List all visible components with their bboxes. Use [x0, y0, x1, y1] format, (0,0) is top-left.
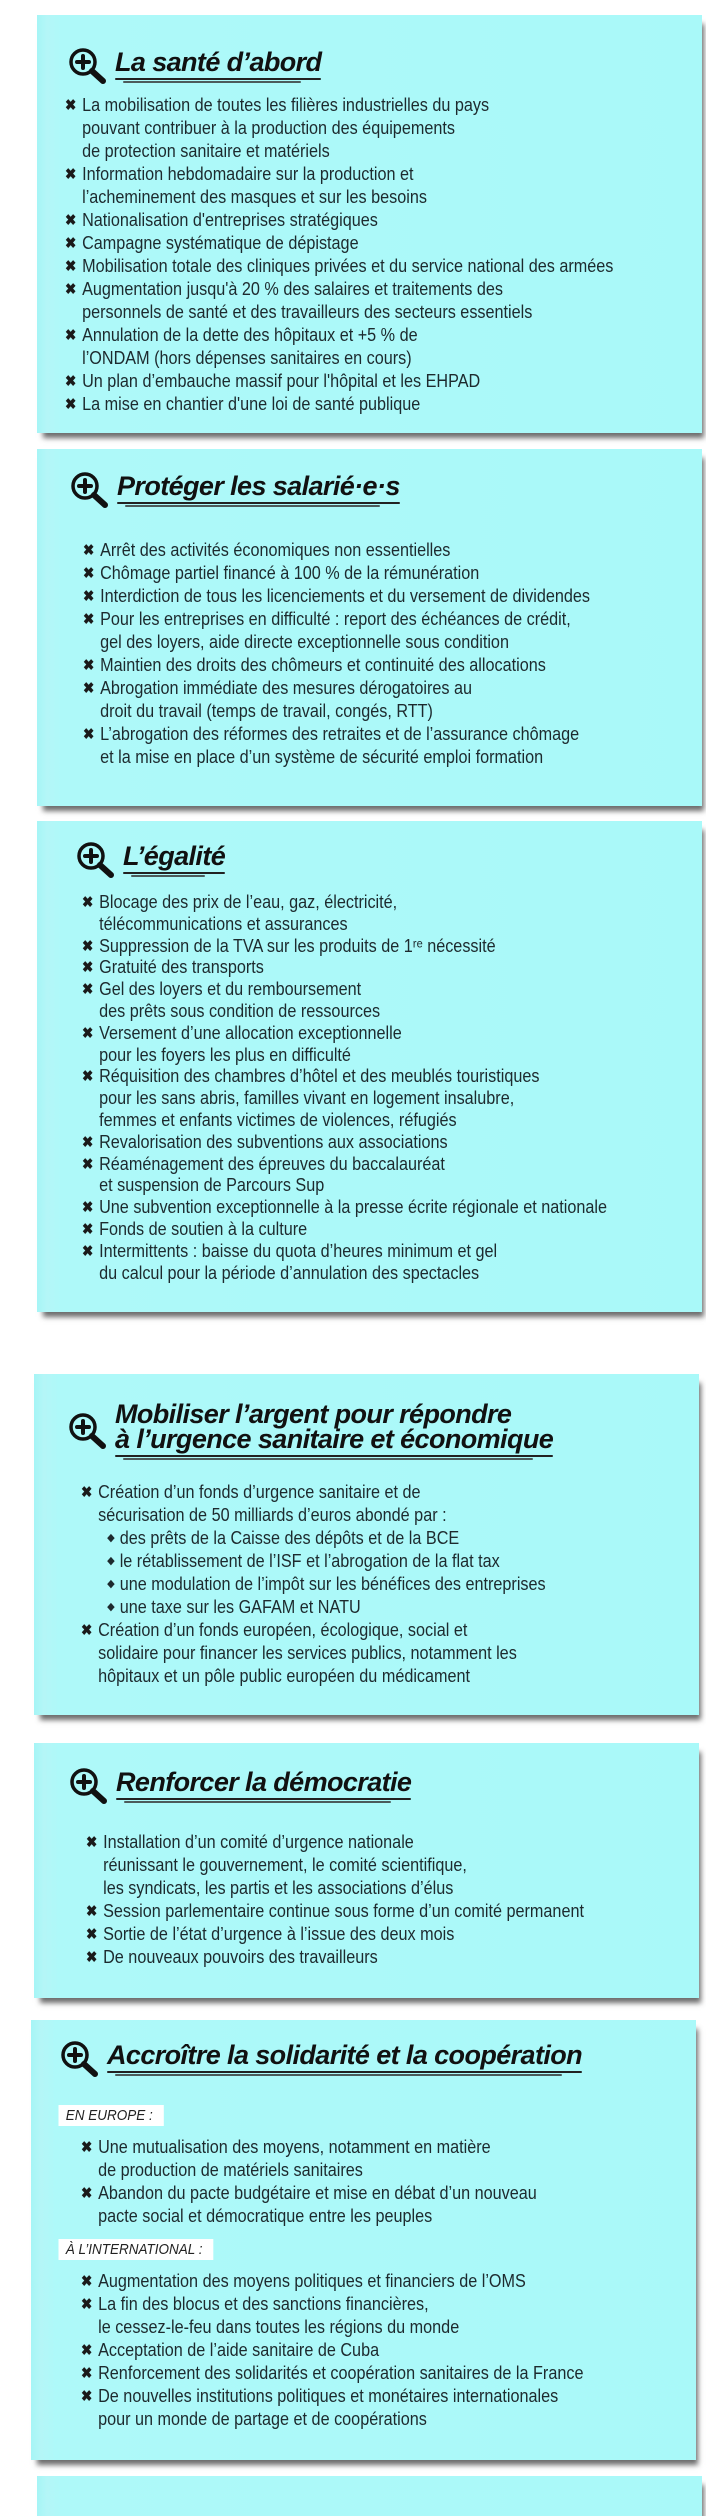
item-line: Acceptation de l’aide sanitaire de Cuba [98, 2340, 380, 2360]
section-header [67, 47, 321, 85]
item-line: du calcul pour la période d’annulation des spectacles [99, 1262, 480, 1283]
sub-item-text: le rétablissement de l’ISF et l’abrogation de la flat tax [119, 1551, 500, 1571]
cross-bullet-icon: ✖ [82, 1024, 94, 1042]
section-header [59, 2040, 582, 2078]
section-header [68, 1767, 411, 1805]
list-item [81, 2339, 583, 2362]
item-line: les syndicats, les partis et les associations d’élus [103, 1878, 454, 1898]
item-line: Augmentation jusqu'à 20 % des salaires et traitements des [82, 279, 504, 299]
magnifier-plus-icon [59, 2040, 99, 2078]
item-line: Maintien des droits des chômeurs et continuité des allocations [100, 655, 546, 675]
list-item [82, 1066, 607, 1131]
sub-item [98, 1550, 546, 1573]
list-item [82, 1241, 607, 1285]
section-header [67, 1399, 554, 1460]
cross-bullet-icon: ✖ [86, 1834, 98, 1851]
item-line: Augmentation des moyens politiques et financiers de l’OMS [98, 2271, 526, 2291]
item-line: le cessez-le-feu dans toutes les régions du monde [98, 2317, 460, 2337]
sub-item-text: une taxe sur les GAFAM et NATU [119, 1597, 361, 1617]
item-line: l’ONDAM (hors dépenses sanitaires en cours) [82, 348, 412, 368]
list-item [86, 1946, 584, 1969]
list-item [82, 1023, 607, 1067]
cross-bullet-icon: ✖ [82, 937, 94, 955]
magnifier-plus-icon [67, 1412, 107, 1450]
section-argent [34, 1374, 699, 1715]
cross-bullet-icon: ✖ [86, 1949, 98, 1966]
item-line: Une subvention exceptionnelle à la presse écrite régionale et nationale [99, 1197, 608, 1218]
cross-bullet-icon: ✖ [81, 2185, 93, 2202]
list-item [81, 1619, 546, 1688]
item-line: des prêts sous condition de ressources [99, 1000, 381, 1021]
sub-item [98, 1573, 546, 1596]
list-item [65, 370, 613, 393]
list-item [65, 94, 613, 163]
diamond-bullet-icon: ◆ [107, 1532, 115, 1544]
list-item [82, 1132, 607, 1154]
list-item [81, 1481, 546, 1619]
list-item [81, 2270, 583, 2293]
section-egalite [37, 821, 702, 1312]
item-line: Campagne systématique de dépistage [82, 233, 359, 253]
item-line: Intermittents : baisse du quota d’heures minimum et gel [99, 1240, 498, 1261]
title-line: La santé d’abord [115, 46, 322, 77]
item-line: Versement d’une allocation exceptionnelle [99, 1022, 402, 1043]
item-line: de production de matériels sanitaires [98, 2160, 363, 2180]
item-line: Arrêt des activités économiques non essentielles [100, 540, 451, 560]
diamond-bullet-icon: ◆ [107, 1555, 115, 1567]
item-line: Renforcement des solidarités et coopération sanitaires de la France [98, 2363, 584, 2383]
title-underline [123, 872, 225, 877]
list-item [82, 892, 607, 936]
cross-bullet-icon: ✖ [65, 235, 77, 252]
cross-bullet-icon: ✖ [82, 1155, 94, 1173]
list-item [81, 2182, 583, 2228]
item-line: pour un monde de partage et de coopérations [98, 2409, 427, 2429]
item-line: Session parlementaire continue sous forme d’un comité permanent [103, 1901, 584, 1921]
item-line: l’acheminement des masques et sur les besoins [82, 187, 427, 207]
cross-bullet-icon: ✖ [81, 2273, 93, 2290]
cross-bullet-icon: ✖ [65, 212, 77, 229]
cross-bullet-icon: ✖ [86, 1926, 98, 1943]
item-line: Réaménagement des épreuves du baccalauréat [99, 1153, 445, 1174]
list-item [86, 1900, 584, 1923]
item-line: Mobilisation totale des cliniques privées et du service national des armées [82, 256, 614, 276]
list-item [65, 255, 613, 278]
cross-bullet-icon: ✖ [83, 726, 95, 743]
cross-bullet-icon: ✖ [81, 2139, 93, 2156]
item-line: pour les sans abris, familles vivant en logement insalubre, [99, 1088, 515, 1109]
list-item [65, 163, 613, 209]
cross-bullet-icon: ✖ [86, 1903, 98, 1920]
item-line: La mobilisation de toutes les filières industrielles du pays [82, 95, 490, 115]
list-item [82, 1219, 607, 1241]
section-content [65, 94, 613, 416]
cross-bullet-icon: ✖ [83, 542, 95, 559]
cross-bullet-icon: ✖ [65, 258, 77, 275]
item-line: L’abrogation des réformes des retraites et de l’assurance chômage [100, 724, 580, 744]
list-item [86, 1923, 584, 1946]
list-item [82, 1197, 607, 1219]
item-line: La fin des blocus et des sanctions financières, [98, 2294, 429, 2314]
list-item [83, 562, 590, 585]
section-title [117, 470, 400, 507]
item-line: De nouvelles institutions politiques et monétaires internationales [98, 2386, 559, 2406]
item-line: droit du travail (temps de travail, congés, RTT) [100, 701, 433, 721]
title-line: à l’urgence sanitaire et économique [115, 1424, 554, 1454]
title-underline [115, 78, 321, 83]
list-item [65, 209, 613, 232]
list-item [83, 539, 590, 562]
list-item [81, 2293, 583, 2339]
next-section-partial [37, 2476, 702, 2516]
cross-bullet-icon: ✖ [82, 981, 94, 999]
title-underline [117, 502, 400, 507]
list-item [81, 2385, 583, 2431]
list-item [65, 278, 613, 324]
cross-bullet-icon: ✖ [65, 327, 77, 344]
item-line: réunissant le gouvernement, le comité scientifique, [103, 1855, 467, 1875]
title-underline [115, 1455, 553, 1460]
item-line: Information hebdomadaire sur la production et [82, 164, 414, 184]
cross-bullet-icon: ✖ [81, 2296, 93, 2313]
group-label: À L’INTERNATIONAL : [59, 2239, 214, 2260]
section-content [81, 1481, 546, 1688]
section-democratie [34, 1743, 699, 1998]
cross-bullet-icon: ✖ [65, 373, 77, 390]
cross-bullet-icon: ✖ [83, 680, 95, 697]
item-line: pouvant contribuer à la production des équipements [82, 118, 455, 138]
section-content [82, 892, 607, 1284]
item-line: hôpitaux et un pôle public européen du médicament [98, 1666, 471, 1686]
cross-bullet-icon: ✖ [65, 281, 77, 298]
title-line: L’égalité [123, 840, 226, 871]
diamond-bullet-icon: ◆ [107, 1601, 115, 1613]
section-header [69, 471, 400, 509]
section-content [65, 2103, 584, 2431]
diamond-bullet-icon: ◆ [107, 1578, 115, 1590]
sub-item-text: des prêts de la Caisse des dépôts et de la BCE [119, 1528, 460, 1548]
section-title [116, 1766, 412, 1803]
list-item [83, 677, 590, 723]
section-solidarite [31, 2020, 696, 2460]
item-line: Suppression de la TVA sur les produits de 1ʳᵉ nécessité [99, 935, 496, 956]
item-line: Fonds de soutien à la culture [99, 1218, 308, 1239]
section-salaries [37, 449, 702, 806]
title-underline [107, 2071, 582, 2076]
list-item [86, 1831, 584, 1900]
item-line: Abrogation immédiate des mesures dérogatoires au [100, 678, 473, 698]
item-line: femmes et enfants victimes de violences, réfugiés [99, 1109, 457, 1130]
item-line: solidaire pour financer les services publics, notamment les [98, 1643, 517, 1663]
cross-bullet-icon: ✖ [83, 565, 95, 582]
magnifier-plus-icon [75, 841, 115, 879]
item-line: De nouveaux pouvoirs des travailleurs [103, 1947, 378, 1967]
cross-bullet-icon: ✖ [65, 166, 77, 183]
list-item [82, 936, 607, 958]
cross-bullet-icon: ✖ [82, 1220, 94, 1238]
sub-item [98, 1596, 546, 1619]
cross-bullet-icon: ✖ [83, 657, 95, 674]
item-line: Nationalisation d'entreprises stratégiques [82, 210, 378, 230]
list-item [82, 1154, 607, 1198]
cross-bullet-icon: ✖ [82, 959, 94, 977]
item-line: Création d’un fonds d’urgence sanitaire et de [98, 1482, 421, 1502]
list-item [83, 585, 590, 608]
list-item [83, 654, 590, 677]
list-item [83, 723, 590, 769]
group-label: EN EUROPE : [59, 2105, 164, 2126]
title-line: Accroître la solidarité et la coopération [107, 2039, 583, 2070]
list-item [81, 2136, 583, 2182]
item-line: Blocage des prix de l’eau, gaz, électricité, [99, 892, 398, 912]
title-line: Protéger les salarié·e·s [117, 470, 400, 501]
item-line: Installation d’un comité d’urgence nationale [103, 1832, 414, 1852]
item-line: Revalorisation des subventions aux associations [99, 1131, 448, 1152]
cross-bullet-icon: ✖ [82, 1133, 94, 1151]
item-line: pacte social et démocratique entre les peuples [98, 2206, 433, 2226]
item-line: et la mise en place d’un système de sécurité emploi formation [100, 747, 544, 767]
title-underline [116, 1798, 411, 1803]
item-line: La mise en chantier d'une loi de santé publique [82, 394, 421, 414]
section-title [123, 840, 226, 877]
item-line: Chômage partiel financé à 100 % de la rémunération [100, 563, 480, 583]
item-line: Abandon du pacte budgétaire et mise en débat d’un nouveau [98, 2183, 537, 2203]
cross-bullet-icon: ✖ [81, 1484, 93, 1501]
cross-bullet-icon: ✖ [65, 396, 77, 413]
item-line: gel des loyers, aide directe exceptionnelle sous condition [100, 632, 509, 652]
section-title [107, 2039, 583, 2076]
list-item [65, 393, 613, 416]
cross-bullet-icon: ✖ [83, 588, 95, 605]
item-line: Pour les entreprises en difficulté : report des échéances de crédit, [100, 609, 571, 629]
item-line: Un plan d’embauche massif pour l'hôpital et les EHPAD [82, 371, 481, 391]
list-item [65, 324, 613, 370]
cross-bullet-icon: ✖ [65, 97, 77, 114]
section-title [115, 46, 322, 83]
cross-bullet-icon: ✖ [82, 894, 94, 911]
magnifier-plus-icon [68, 1767, 108, 1805]
item-line: de protection sanitaire et matériels [82, 141, 330, 161]
item-line: Gratuité des transports [99, 957, 264, 978]
section-title [115, 1399, 554, 1460]
list-item [65, 232, 613, 255]
item-line: pour les foyers les plus en difficulté [99, 1044, 351, 1065]
sub-item [98, 1527, 546, 1550]
cross-bullet-icon: ✖ [82, 1199, 94, 1217]
list-item [83, 608, 590, 654]
cross-bullet-icon: ✖ [81, 2342, 93, 2359]
item-line: Création d’un fonds européen, écologique, social et [98, 1620, 468, 1640]
section-content [86, 1831, 584, 1969]
list-item [82, 957, 607, 979]
sub-item-text: une modulation de l’impôt sur les bénéfices des entreprises [119, 1574, 546, 1594]
item-line: Sortie de l’état d’urgence à l’issue des deux mois [103, 1924, 455, 1944]
list-item [81, 2362, 583, 2385]
item-line: télécommunications et assurances [99, 913, 348, 934]
item-line: et suspension de Parcours Sup [99, 1175, 325, 1196]
cross-bullet-icon: ✖ [83, 611, 95, 628]
cross-bullet-icon: ✖ [81, 2365, 93, 2382]
item-line: Gel des loyers et du remboursement [99, 979, 362, 1000]
cross-bullet-icon: ✖ [82, 1242, 94, 1260]
cross-bullet-icon: ✖ [81, 1622, 93, 1639]
cross-bullet-icon: ✖ [82, 1068, 94, 1086]
item-line: Interdiction de tous les licenciements et du versement de dividendes [100, 586, 590, 606]
magnifier-plus-icon [67, 47, 107, 85]
magnifier-plus-icon [69, 471, 109, 509]
section-header [75, 841, 225, 879]
title-line: Mobiliser l’argent pour répondre [115, 1399, 512, 1429]
item-line: Annulation de la dette des hôpitaux et +5 % de [82, 325, 418, 345]
item-line: Une mutualisation des moyens, notamment en matière [98, 2137, 491, 2157]
section-sante [37, 15, 702, 433]
title-line: Renforcer la démocratie [116, 1766, 412, 1797]
list-item [82, 979, 607, 1023]
item-line: sécurisation de 50 milliards d’euros abondé par : [98, 1505, 447, 1525]
section-content [83, 539, 590, 769]
item-line: personnels de santé et des travailleurs des secteurs essentiels [82, 302, 533, 322]
item-line: Réquisition des chambres d’hôtel et des meublés touristiques [99, 1066, 540, 1087]
cross-bullet-icon: ✖ [81, 2388, 93, 2405]
